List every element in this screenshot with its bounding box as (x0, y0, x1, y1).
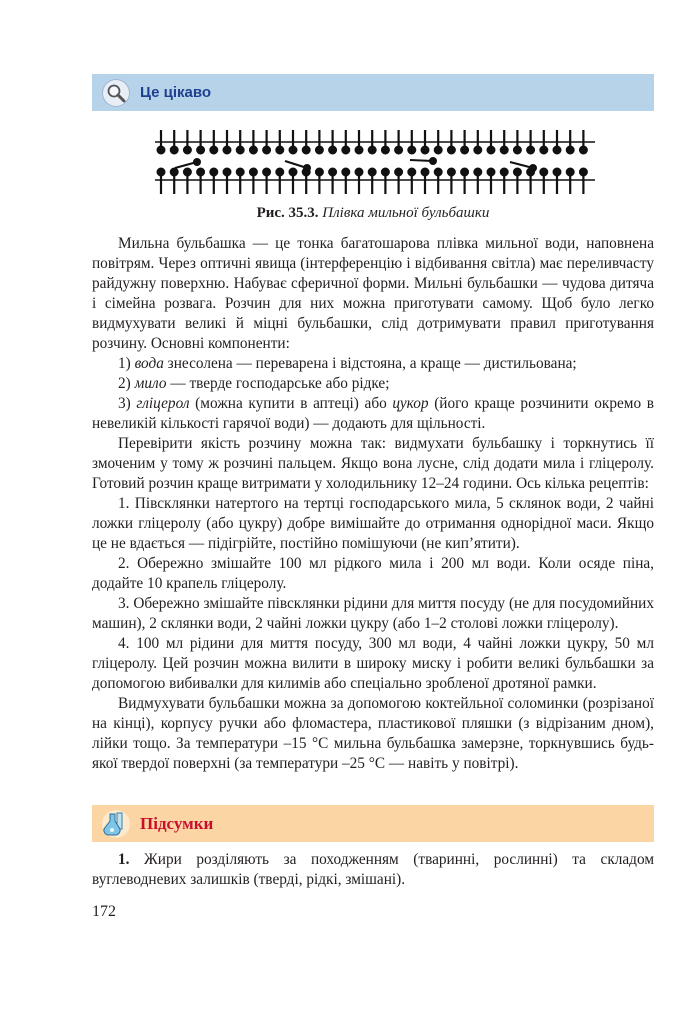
recipe-1: 1. Півсклянки натертого на тертці господарського мила, 5 склянок води, 2 чайні ложки гліцеролу (або цукру) добре вимішайте до отримання однорідної маси. Якщо це не вдається — підігрійте, постійно помішуючи (не кип’ятити). (92, 495, 654, 552)
component-soap: 2) мило — тверде господарське або рідке; (118, 375, 390, 392)
main-text (92, 234, 654, 774)
recipe-4: 4. 100 мл рідини для миття посуду, 300 мл води, 4 чайні ложки цукру, 50 мл гліцеролу. Цей розчин можна вилити в широку миску і робити великі бульбашки за допомогою вибивалки для килимів або спеціально зробленої дротяної рамки. (92, 635, 654, 692)
figure-label: Рис. 35.3. (256, 205, 319, 221)
figure-caption (92, 205, 654, 222)
recipe-3: 3. Обережно змішайте півсклянки рідини для миття посуду (не для посудомийних машин), 2 склянки води, 2 чайні ложки цукру (або 1–2 столові ложки гліцеролу). (92, 595, 654, 632)
interesting-title: Це цікаво (140, 84, 212, 101)
blowing-paragraph: Видмухувати бульбашки можна за допомогою коктейльної соломинки (розрізаної на кінці), корпусу ручки або фломастера, пластикової пляшки (з відрізаним дном), лійки тощо. За температури –15 °С мильна бульбашка замерзне, торкнувшись будь-якої твердої поверхні (за температури –25 °С — навіть у повітрі). (92, 695, 654, 772)
check-paragraph: Перевірити якість розчину можна так: видмухати бульбашку і торкнутись її змоченим у тому ж розчині пальцем. Якщо вона лусне, слід додати мила і гліцеролу. Готовий розчин краще витримати у холодильнику 12–24 години. Ось кілька рецептів: (92, 435, 654, 492)
summary-banner (92, 805, 654, 842)
intro-paragraph: Мильна бульбашка — це тонка багатошарова плівка мильної води, наповнена повітрям. Через оптичні явища (інтерференцію і відбивання світла) має переливчасту райдужну поверхню. Набуває сферичної форми. Мильні бульбашки — чудова дитяча і сімейна розвага. Розчин для них можна приготувати самому. Щоб було легко видмухувати великі й міцні бульбашки, слід дотримувати правил приготування розчину. Основні компоненти: (92, 235, 654, 352)
recipe-2: 2. Обережно змішайте 100 мл рідкого мила і 200 мл води. Коли осяде піна, додайте 10 крапель гліцеролу. (92, 555, 654, 592)
soap-film-diagram (155, 128, 595, 196)
figure-caption-text: Плівка мильної бульбашки (322, 205, 490, 221)
flask-icon (102, 810, 130, 838)
summary-title: Підсумки (140, 813, 214, 833)
summary-item-1: 1. Жири розділяють за походженням (тваринні, рослинні) та складом вуглеводневих залишків (тверді, рідкі, змішані). (92, 851, 654, 888)
component-glycerol: 3) гліцерол (можна купити в аптеці) або цукор (його краще розчинити окремо в невеликій кількості гарячої води) — додають для щільності. (92, 395, 654, 432)
magnifier-icon (102, 79, 130, 107)
summary-text (92, 850, 654, 890)
page-number: 172 (92, 903, 116, 920)
component-water: 1) вода знесолена — переварена і відстояна, а краще — дистильована; (118, 355, 577, 372)
interesting-banner (92, 74, 654, 111)
